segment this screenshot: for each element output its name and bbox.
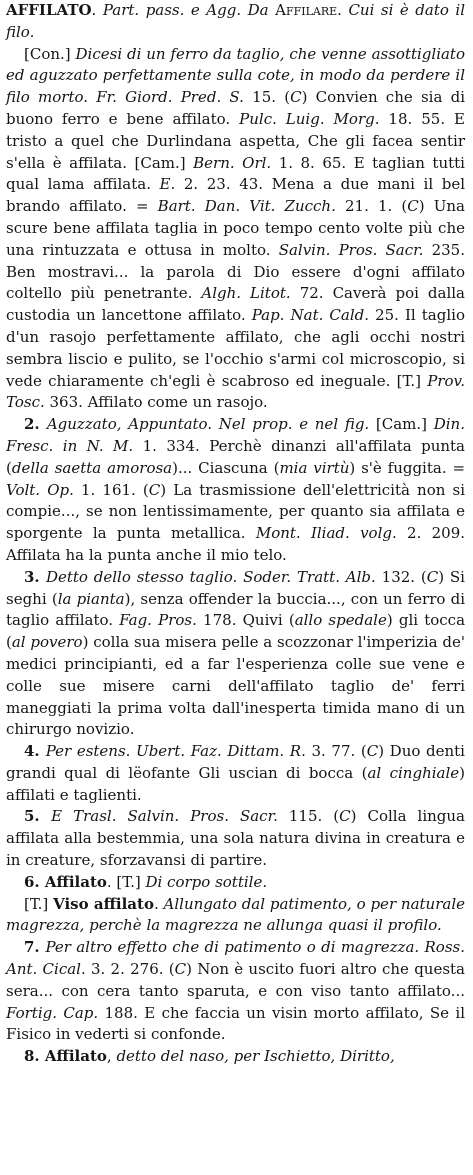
text-run: 3. 2. 276. ( [85, 960, 175, 979]
text-run: 188. E che faccia un visin morto affilato, Se il Fisico in vederti si confonde. [6, 1003, 465, 1044]
text-run: al povero [11, 633, 83, 652]
text-run: 2. 209. Affilata ha la punta anche il mio telo. [6, 524, 466, 564]
text-run: . [91, 1, 103, 19]
text-run: detto del naso, per Ischietto, Diritto, [116, 1047, 395, 1066]
sense-6 [6, 872, 465, 894]
text-run: Cui si è dato il filo. [6, 1, 466, 41]
text-run: Viso affilato [53, 894, 154, 913]
text-run: ) Colla lingua affilata alla bestemmia, una sola natura divina in creatura e in creature, sforzavansi di partire. [6, 807, 465, 870]
text-run: 2. [24, 415, 47, 434]
text-run: della saetta amorosa [11, 458, 173, 477]
text-run: Algh. Litot. [201, 284, 291, 303]
text-run: C [366, 742, 379, 761]
text-run: 132. ( [375, 567, 427, 586]
text-run: 3. [24, 567, 46, 586]
sense-6-sub [6, 894, 465, 938]
sense-2 [6, 414, 465, 567]
text-run: Affilato [44, 872, 107, 891]
text-run: )... Ciascuna ( [172, 458, 280, 477]
text-run: Fr. Giord. Pred. S. [96, 88, 244, 107]
text-run: C [174, 960, 187, 979]
text-run: 2. 23. 43. Mena a due mani il bel brando affilato. = [6, 175, 465, 216]
text-run: mia virtù [279, 458, 350, 477]
text-run: 5. [24, 807, 52, 826]
text-run: Prov. Tosc. [6, 371, 465, 412]
text-run: Part. pass. e Agg. Da [102, 1, 276, 19]
text-run: Soder. Tratt. Alb. [243, 567, 376, 586]
text-run: ) s'è fuggita. = [349, 458, 466, 477]
sense-4 [6, 741, 465, 806]
text-run: Di corpo sottile. [145, 872, 268, 891]
text-run: [T.] [24, 894, 54, 913]
text-run: Volt. Op. [6, 480, 74, 499]
text-run: Salvin. Pros. Sacr. [278, 240, 424, 259]
text-run: ) Non è uscito fuori altro che questa sera... con cera tanto sparuta, e con viso tanto affilato... [6, 960, 465, 1000]
text-run: ) Si seghi ( [6, 567, 465, 608]
sense-1 [6, 44, 465, 415]
text-run: C [148, 480, 161, 499]
sense-5 [6, 806, 465, 871]
text-run: Per estens. [45, 742, 131, 761]
sense-7 [6, 937, 465, 1046]
text-run: . [T.] [106, 872, 146, 891]
text-run: Allungato dal patimento, o per naturale magrezza, perchè la magrezza ne allunga quasi il profilo. [6, 894, 465, 935]
text-run: [Con.] [24, 44, 76, 63]
text-run: 18. 55. E tristo a quel che Durlindana aspetta, Che gli facea sentir s'ella è affilata. [Cam.] [6, 109, 465, 172]
text-run: ), senza offender la buccia..., con un ferro di taglio affilato. [6, 589, 465, 630]
text-run: Ubert. Faz. Dittam. R. [136, 742, 306, 761]
text-run: Dicesi di un ferro da taglio, che venne assottigliato ed aguzzato perfettamente sulla cote, in modo da perdere il filo morto. [6, 44, 465, 107]
text-run: ) colla sua misera pelle a scozzonar l'imperizia de' medici principianti, ed a far l'esperienza colle sue vene e colle sue misere carni dell'affilato taglio de' ferri maneggiati la prima volta dall'inesperta timida mano di un chirurgo novizio. [6, 633, 465, 739]
text-run: ) Convien che sia di buono ferro e bene affilato. [6, 88, 465, 128]
text-run: Detto dello stesso taglio. [45, 567, 238, 586]
text-run: Mont. Iliad. volg. [255, 524, 397, 543]
text-run: Bart. Dan. Vit. Zucch. [157, 197, 336, 216]
text-run: allo spedale [294, 611, 387, 630]
text-run: , [106, 1047, 117, 1066]
text-run: 1. 161. ( [73, 480, 149, 499]
text-run: 363. Affilato come un rasojo. [44, 393, 268, 412]
text-run: 6. [24, 872, 45, 891]
text-run: 3. 77. ( [305, 742, 367, 761]
text-run: ) gli tocca ( [6, 611, 466, 652]
text-run: E Trasl. [51, 807, 117, 826]
text-run: al cinghiale [367, 763, 460, 782]
text-run: 25. Il taglio d'un rasojo perfettamente affilato, che agli occhi nostri sembra liscio e pulito, se l'occhio s'armi col microscopio, si vede chiaramente ch'egli è scabroso ed ineguale. [T.] [6, 306, 465, 390]
text-run: 7. [24, 938, 46, 957]
sense-8 [6, 1046, 465, 1068]
text-run: Din. Fresc. in N. M. [6, 415, 465, 455]
text-run: 4. [24, 742, 46, 761]
text-run: 1. 334. Perchè dinanzi all'affilata punta ( [6, 436, 465, 477]
text-run: [Cam.] [369, 415, 434, 434]
text-run: Bern. Orl. [193, 153, 272, 172]
text-run: 235. Ben mostravi... la parola di Dio essere d'ogni affilato coltello più penetrante. [6, 240, 465, 303]
text-run: Affilato [44, 1047, 107, 1066]
text-run [116, 807, 127, 825]
text-run: Fortig. Cap. [6, 1003, 99, 1022]
text-run: C [426, 567, 439, 586]
text-run: Pap. Nat. Cald. [251, 306, 370, 325]
text-run: ) affilati e taglienti. [6, 763, 465, 804]
text-run: Affilare [275, 1, 338, 19]
text-run: . [337, 1, 349, 19]
text-run: Per altro effetto che di patimento o di magrezza. [45, 938, 420, 957]
text-run: 178. Quivi ( [196, 611, 295, 630]
text-run: 115. ( [277, 807, 340, 826]
text-run: 72. Caverà poi dalla custodia un lancettone affilato. [6, 284, 465, 325]
text-run: 21. 1. ( [335, 197, 408, 216]
text-run: 1. 8. 65. E taglian tutti qual lama affilata. [6, 153, 465, 194]
text-run: Salvin. Pros. Sacr. [127, 807, 278, 826]
text-run: Fag. Pros. [119, 611, 197, 630]
entry-head [6, 0, 465, 44]
text-run: ) Una scure bene affilata taglia in poco tempo cento volte più che una rintuzzata e ottusa in molto. [6, 197, 465, 259]
text-run: AFFILATO [6, 1, 92, 19]
text-run: C [290, 88, 302, 107]
text-run: C [407, 197, 419, 216]
text-run: Pulc. Luig. Morg. [239, 109, 380, 128]
text-run: E. [159, 175, 176, 194]
text-run: 8. [24, 1047, 45, 1066]
text-run: C [339, 807, 351, 826]
text-run: ) La trasmissione dell'elettricità non si compie..., se non lentissimamente, per quanto sia affilata e sporgente la punta metallica. [6, 480, 465, 543]
text-run: la pianta [57, 589, 125, 608]
text-run: 15. ( [243, 88, 291, 107]
sense-3 [6, 567, 465, 741]
text-run: . [153, 894, 164, 913]
text-run: Ross. Ant. Cical. [6, 938, 465, 979]
text-run: Aguzzato, Appuntato. Nel prop. e nel fig. [46, 415, 370, 434]
text-run: ) Duo denti grandi qual di lëofante Gli uscian di bocca ( [6, 742, 465, 782]
